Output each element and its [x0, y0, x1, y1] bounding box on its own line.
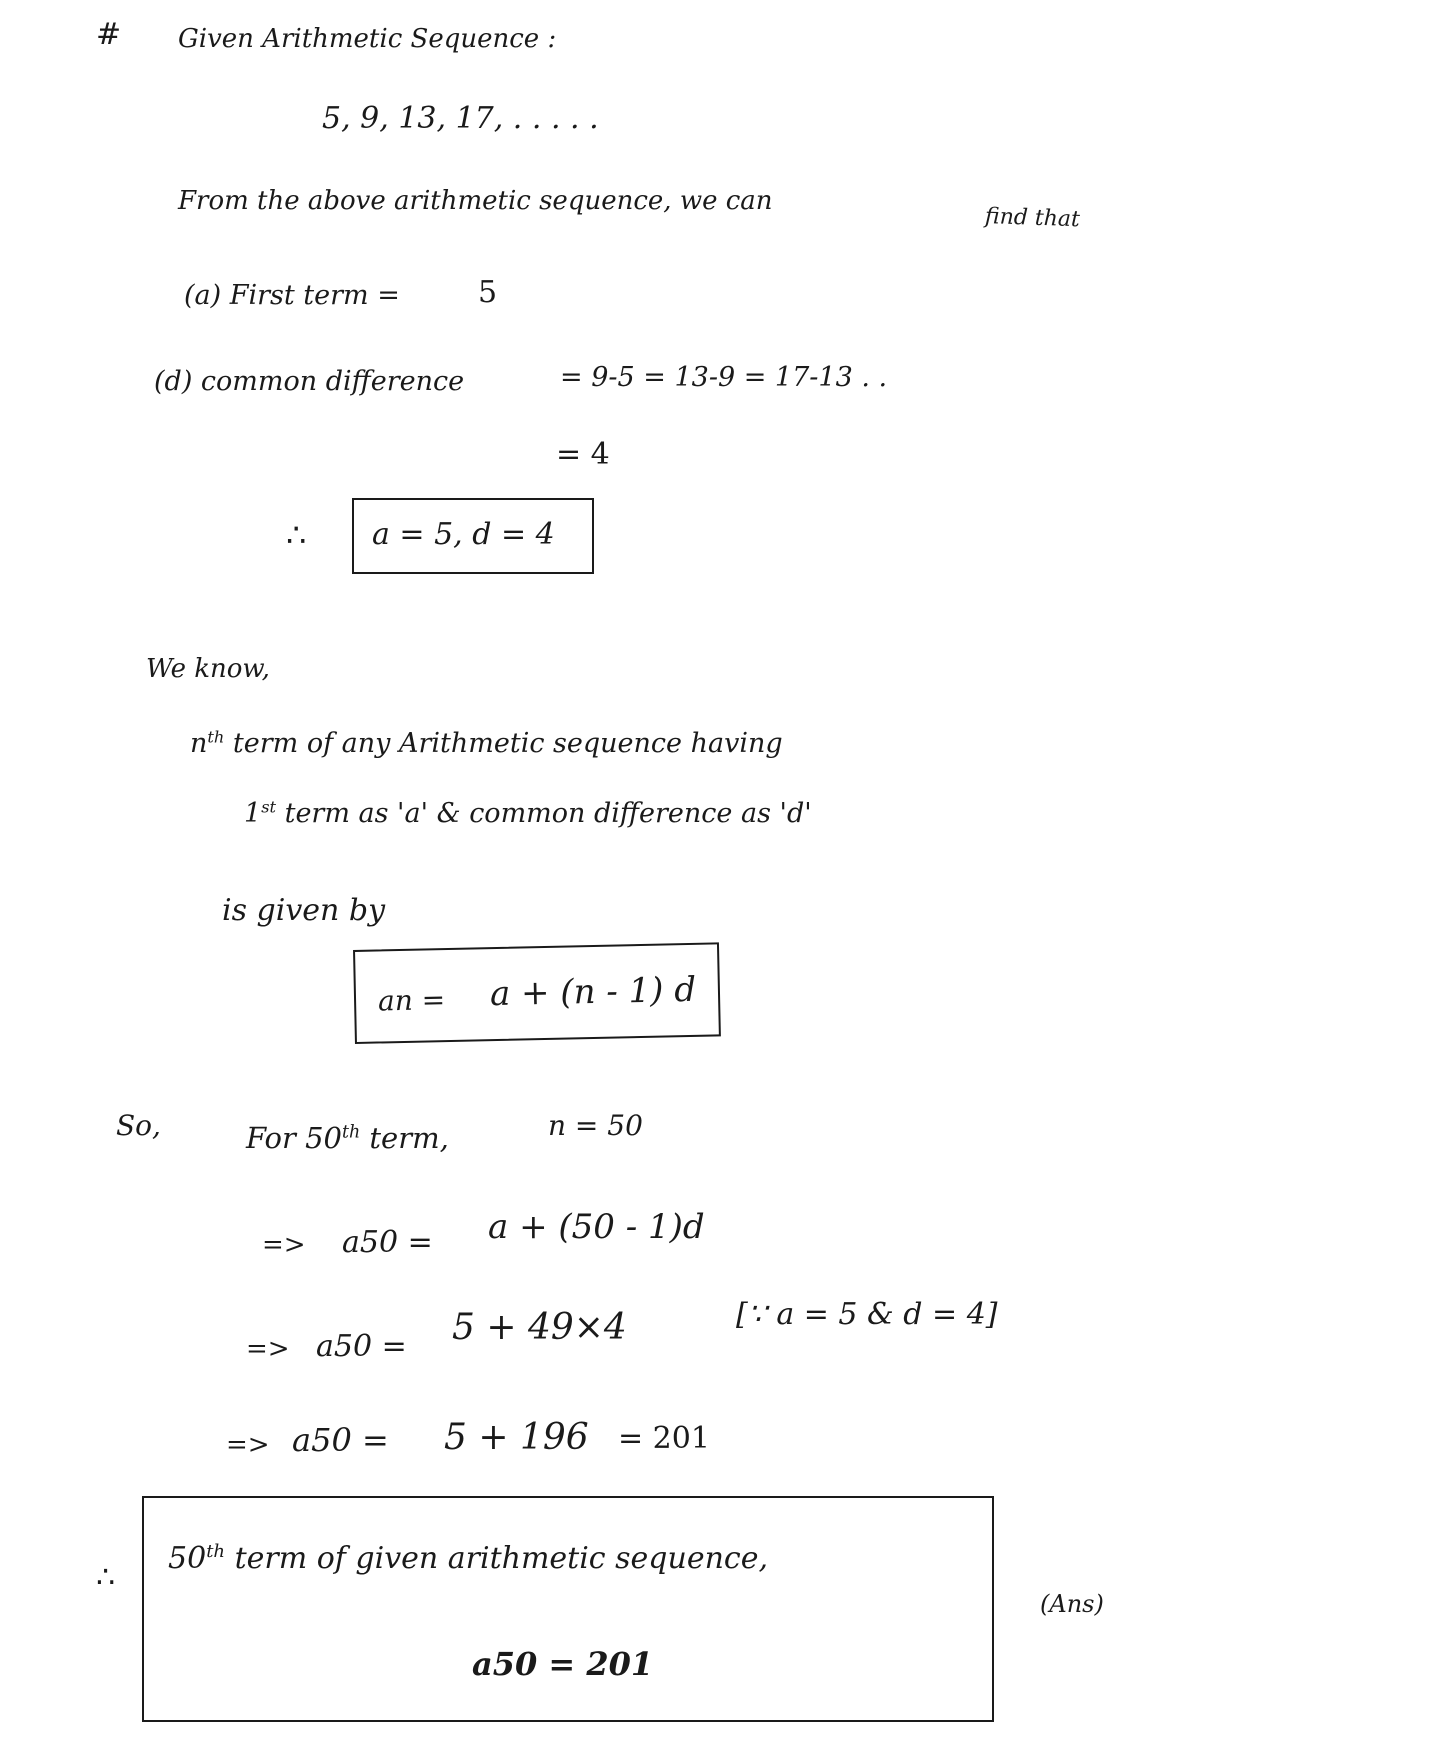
- formula-rhs: a + (n - 1) d: [489, 969, 697, 1015]
- common-difference-expression: = 9-5 = 13-9 = 17-13 . .: [560, 362, 888, 393]
- n-value: n = 50: [548, 1109, 643, 1142]
- definition-line-3: is given by: [222, 893, 386, 928]
- definition-line-1: $n^{th}$ term of any Arithmetic sequence having: [190, 727, 783, 759]
- formula-lhs: an =: [377, 983, 446, 1018]
- step-2-arrow: =>: [246, 1334, 290, 1364]
- step-1-lhs: a50 =: [342, 1225, 433, 1260]
- step-1-rhs: a + (50 - 1)d: [488, 1207, 705, 1247]
- definition-line-2: 1st term as 'a' & common difference as 'd': [244, 797, 812, 829]
- common-difference-result: = 4: [556, 437, 610, 472]
- step-3-result: = 201: [618, 1421, 710, 1456]
- answer-therefore-symbol: ∴: [96, 1560, 116, 1595]
- step-1-arrow: =>: [262, 1230, 306, 1260]
- answer-box: [142, 1496, 994, 1722]
- step-2-rhs: 5 + 49×4: [452, 1307, 627, 1348]
- sequence-terms: 5, 9, 13, 17, . . . . .: [322, 101, 599, 136]
- common-difference-label: (d) common difference: [154, 366, 465, 397]
- for-50th-term: For 50th term,: [246, 1121, 449, 1155]
- intro-text-end: find that: [984, 204, 1081, 233]
- step-2-note: [∵ a = 5 & d = 4]: [736, 1297, 998, 1332]
- step-3-lhs: a50 =: [292, 1421, 389, 1459]
- answer-line-2: a50 = 201: [472, 1645, 654, 1683]
- first-term-label: (a) First term =: [184, 280, 400, 311]
- intro-text: From the above arithmetic sequence, we can: [178, 186, 773, 216]
- answer-line-1: 50th term of given arithmetic sequence,: [168, 1541, 768, 1576]
- step-3-arrow: =>: [226, 1430, 270, 1460]
- hash-mark: #: [96, 17, 122, 52]
- step-2-lhs: a50 =: [316, 1329, 407, 1364]
- we-know-text: We know,: [146, 654, 270, 684]
- therefore-symbol: ∴: [286, 516, 307, 554]
- given-values-text: a = 5, d = 4: [372, 517, 555, 552]
- so-text: So,: [116, 1109, 161, 1142]
- heading-given-sequence: Given Arithmetic Sequence :: [178, 24, 557, 54]
- formula-box: [353, 942, 721, 1044]
- first-term-value: 5: [478, 275, 498, 310]
- ans-tag: (Ans): [1040, 1590, 1104, 1618]
- step-3-rhs: 5 + 196: [444, 1417, 589, 1458]
- given-values-box: [352, 498, 594, 574]
